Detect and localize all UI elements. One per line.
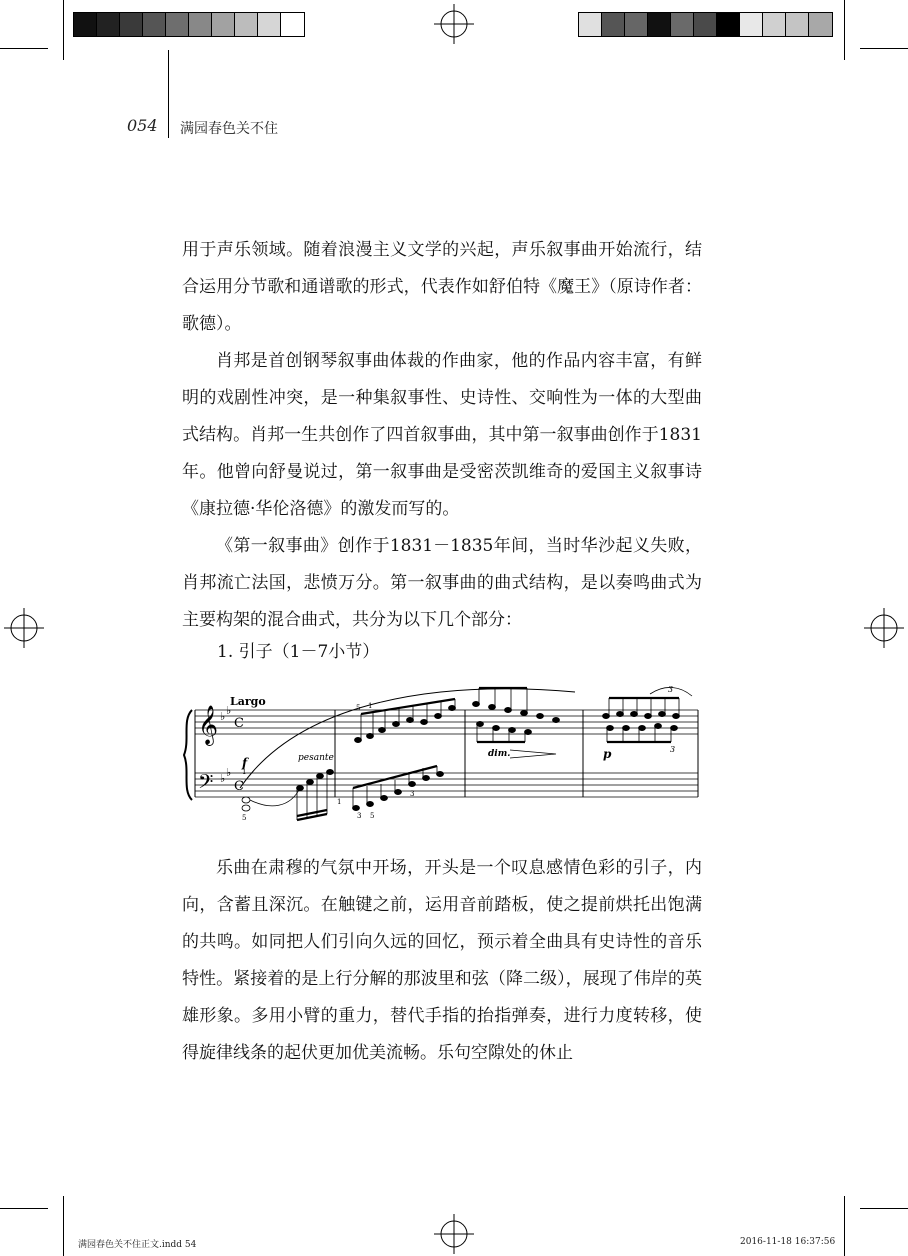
flat-icon: ♭ <box>226 704 232 717</box>
treble-notes <box>603 698 680 742</box>
dim-marking: dim. <box>488 749 511 759</box>
fingering-number: 3 <box>410 790 415 798</box>
body-text-top <box>182 232 702 639</box>
swatch <box>809 13 832 36</box>
color-bar-left <box>73 12 305 37</box>
swatch <box>189 13 212 36</box>
triplet-number: 3 <box>670 745 676 754</box>
swatch <box>143 13 166 36</box>
flat-icon: ♭ <box>220 772 226 785</box>
registration-mark-right <box>864 608 904 648</box>
swatch <box>212 13 235 36</box>
page-number: 054 <box>127 116 158 135</box>
swatch <box>671 13 694 36</box>
fingering-number: 1 <box>337 798 342 806</box>
footer-filename: 满园春色关不住正文.indd 54 <box>78 1240 197 1250</box>
bass-clef-icon: 𝄢 <box>198 770 214 798</box>
swatch <box>166 13 189 36</box>
paragraph: 乐曲在肃穆的气氛中开场，开头是一个叹息感情色彩的引子，内向，含蓄且深沉。在触键之前，运用音前踏板，使之提前烘托出饱满的共鸣。如同把人们引向久远的回忆，预示着全曲具有史诗性的音乐特性。紧接着的是上行分解的那波里和弦（降二级），展现了伟岸的英雄形象。多用小臂的重力，替代手指的抬指弹奏，进行力度转移，使得旋律线条的起伏更加优美流畅。乐句空隙处的休止 <box>182 858 702 1063</box>
paragraph: 《第一叙事曲》创作于1831－1835年间，当时华沙起义失败，肖邦流亡法国，悲愤万分。第一叙事曲的曲式结构，是以奏鸣曲式为主要构架的混合曲式，共分为以下几个部分： <box>182 536 702 630</box>
fingering-number: 5 <box>242 814 247 822</box>
fingering-number: 1 <box>368 702 373 710</box>
swatch <box>763 13 786 36</box>
swatch <box>120 13 143 36</box>
section-heading: 1. 引子（1－7小节） <box>217 642 380 662</box>
color-bar-right <box>578 12 833 37</box>
body-text-bottom <box>182 850 702 1072</box>
fingering-number: 1 <box>242 768 247 776</box>
footer-timestamp: 2016-11-18 16:37:56 <box>740 1237 836 1247</box>
swatch <box>235 13 258 36</box>
header-divider <box>168 50 169 138</box>
fingering-number: 5 <box>356 704 361 712</box>
common-time-icon: C <box>234 779 244 794</box>
registration-mark-top <box>434 4 474 44</box>
swatch <box>258 13 281 36</box>
paragraph: 肖邦是首创钢琴叙事曲体裁的作曲家，他的作品内容丰富，有鲜明的戏剧性冲突，是一种集叙事性、史诗性、交响性为一体的大型曲式结构。肖邦一生共创作了四首叙事曲，其中第一叙事曲创作于1831年。他曾向舒曼说过，第一叙事曲是受密茨凯维奇的爱国主义叙事诗《康拉德·华伦洛德》的激发而写的。 <box>182 351 702 519</box>
paragraph: 用于声乐领域。随着浪漫主义文学的兴起，声乐叙事曲开始流行，结合运用分节歌和通谱歌的形式，代表作如舒伯特《魔王》（原诗作者：歌德）。 <box>182 240 702 334</box>
registration-mark-left <box>4 608 44 648</box>
bass-notes <box>242 769 334 820</box>
swatch <box>786 13 809 36</box>
tempo-marking: Largo <box>230 695 266 708</box>
dynamic-piano: p <box>603 747 612 761</box>
fingering-number: 3 <box>357 812 362 820</box>
bass-staff <box>195 773 698 797</box>
swatch <box>625 13 648 36</box>
swatch <box>97 13 120 36</box>
barlines <box>335 710 698 797</box>
swatch <box>74 13 97 36</box>
treble-clef-icon: 𝄞 <box>198 705 219 745</box>
fingering-number: 5 <box>370 812 375 820</box>
diminuendo-hairpin <box>510 750 556 758</box>
registration-mark-bottom <box>434 1214 474 1254</box>
swatch <box>717 13 740 36</box>
flat-icon: ♭ <box>220 710 226 723</box>
flat-icon: ♭ <box>226 766 232 779</box>
swatch <box>579 13 602 36</box>
grand-staff-brace <box>184 710 192 800</box>
triplet-number: 3 <box>668 685 674 694</box>
music-score <box>180 680 700 830</box>
book-title: 满园春色关不住 <box>180 121 278 137</box>
swatch <box>648 13 671 36</box>
dynamic-forte: f <box>242 756 248 770</box>
expression-marking: pesante <box>298 753 334 763</box>
swatch <box>602 13 625 36</box>
common-time-icon: C <box>234 716 244 731</box>
swatch <box>740 13 763 36</box>
swatch <box>694 13 717 36</box>
swatch <box>281 13 304 36</box>
